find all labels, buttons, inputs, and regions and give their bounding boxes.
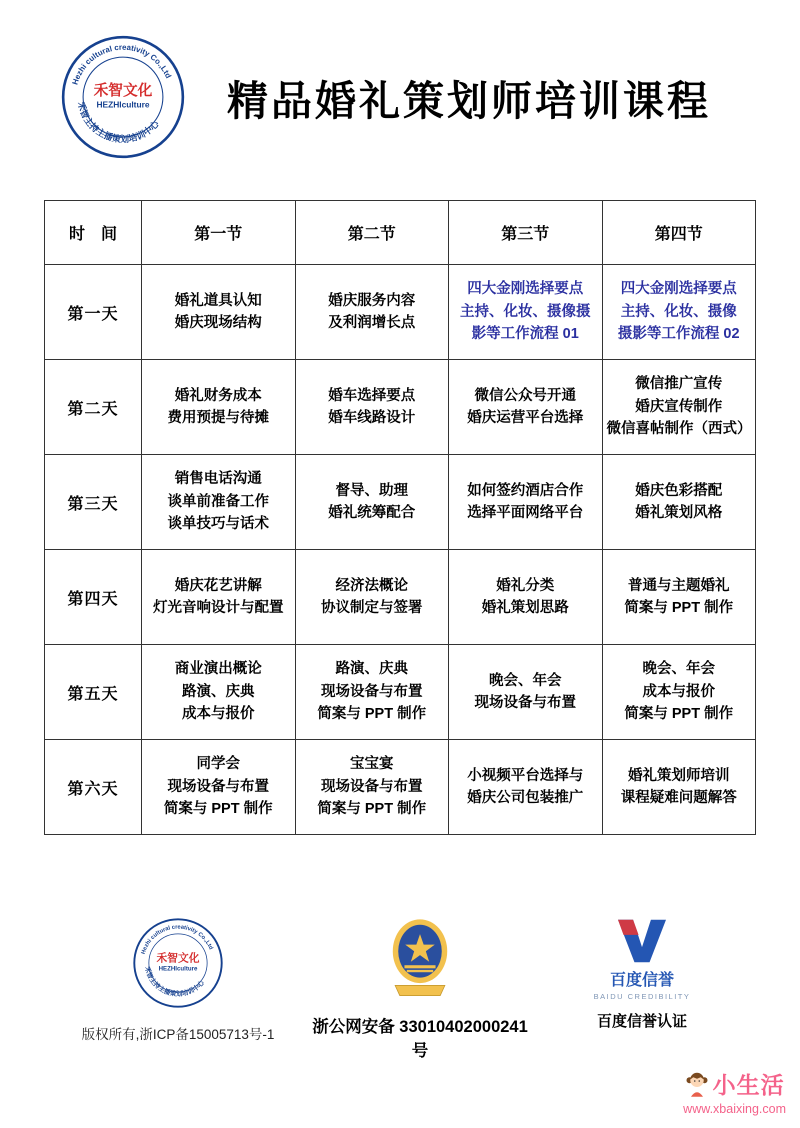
column-header: 第四节 <box>602 201 756 265</box>
column-header: 第三节 <box>449 201 603 265</box>
course-cell: 督导、助理 婚礼统筹配合 <box>295 455 449 550</box>
site-watermark <box>683 1067 786 1116</box>
course-cell: 如何签约酒店合作 选择平面网络平台 <box>449 455 603 550</box>
course-table <box>44 200 756 835</box>
day-label: 第二天 <box>45 360 142 455</box>
course-cell: 微信推广宣传 婚庆宣传制作 微信喜帖制作（西式） <box>602 360 756 455</box>
course-row <box>45 265 756 360</box>
course-cell: 小视频平台选择与 婚庆公司包装推广 <box>449 740 603 835</box>
logo-arc-text: 禾智主持主播策划培训中心 <box>143 966 206 999</box>
watermark-site-name: 小生活 <box>712 1072 785 1098</box>
course-cell: 晚会、年会 成本与报价 简案与 PPT 制作 <box>602 645 756 740</box>
course-row <box>45 360 756 455</box>
day-label: 第六天 <box>45 740 142 835</box>
course-table-body <box>45 265 756 835</box>
course-cell: 销售电话沟通 谈单前准备工作 谈单技巧与话术 <box>142 455 296 550</box>
course-row <box>45 645 756 740</box>
course-cell: 晚会、年会 现场设备与布置 <box>449 645 603 740</box>
day-label: 第五天 <box>45 645 142 740</box>
header <box>0 0 800 160</box>
baidu-certification-text: 百度信誉认证 <box>596 1013 687 1030</box>
course-cell: 同学会 现场设备与布置 简案与 PPT 制作 <box>142 740 296 835</box>
course-cell: 普通与主题婚礼 简案与 PPT 制作 <box>602 550 756 645</box>
course-cell: 婚庆色彩搭配 婚礼策划风格 <box>602 455 756 550</box>
course-cell: 婚车选择要点 婚车线路设计 <box>295 360 449 455</box>
logo-name-cn: 禾智文化 <box>156 952 200 965</box>
column-header: 时 间 <box>45 201 142 265</box>
footer-baidu-block <box>542 917 742 1031</box>
course-cell: 经济法概论 协议制定与签署 <box>295 550 449 645</box>
police-record-number: 浙公网安备 33010402000241号 <box>312 1018 528 1060</box>
kid-mascot-icon <box>685 1070 709 1098</box>
column-header: 第一节 <box>142 201 296 265</box>
course-row <box>45 455 756 550</box>
logo-arc-text: 禾智主持主播策划培训中心 <box>76 100 161 145</box>
baidu-credibility-label-cn: 百度信誉 <box>609 972 674 989</box>
course-cell: 商业演出概论 路演、庆典 成本与报价 <box>142 645 296 740</box>
day-label: 第四天 <box>45 550 142 645</box>
company-logo-small <box>132 917 224 1009</box>
logo-name-en: HEZHIculture <box>158 965 198 973</box>
course-cell: 婚礼财务成本 费用预提与待摊 <box>142 360 296 455</box>
course-cell: 婚礼分类 婚礼策划思路 <box>449 550 603 645</box>
course-cell: 婚礼策划师培训 课程疑难问题解答 <box>602 740 756 835</box>
course-cell: 路演、庆典 现场设备与布置 简案与 PPT 制作 <box>295 645 449 740</box>
footer-company-block <box>58 917 298 1043</box>
day-label: 第一天 <box>45 265 142 360</box>
baidu-credibility-icon <box>611 917 673 965</box>
course-cell: 婚庆服务内容 及利润增长点 <box>295 265 449 360</box>
company-logo <box>60 34 186 160</box>
logo-ring-text: Hezhi cultural creativity Co.,Ltd <box>140 924 214 956</box>
logo-name-en: HEZHIculture <box>96 99 150 110</box>
logo-ring-text: Hezhi cultural creativity Co.,Ltd <box>70 42 173 86</box>
course-table-head-row <box>45 201 756 265</box>
course-cell: 四大金刚选择要点 主持、化妆、摄像摄 影等工作流程 01 <box>449 265 603 360</box>
column-header: 第二节 <box>295 201 449 265</box>
course-row <box>45 550 756 645</box>
page-title: 精品婚礼策划师培训课程 <box>227 77 711 124</box>
police-badge-icon <box>381 917 459 1001</box>
day-label: 第三天 <box>45 455 142 550</box>
course-cell: 婚礼道具认知 婚庆现场结构 <box>142 265 296 360</box>
course-cell: 微信公众号开通 婚庆运营平台选择 <box>449 360 603 455</box>
course-cell: 婚庆花艺讲解 灯光音响设计与配置 <box>142 550 296 645</box>
footer-police-block <box>305 917 535 1061</box>
baidu-credibility-label-en: BAIDU CREDIBILITY <box>593 992 691 1001</box>
watermark-site-url[interactable]: www.xbaixing.com <box>683 1102 786 1116</box>
course-row <box>45 740 756 835</box>
copyright-text: 版权所有,浙ICP备15005713号-1 <box>81 1027 275 1042</box>
course-cell: 宝宝宴 现场设备与布置 简案与 PPT 制作 <box>295 740 449 835</box>
logo-name-cn: 禾智文化 <box>93 82 153 99</box>
footer <box>0 917 800 1061</box>
course-cell: 四大金刚选择要点 主持、化妆、摄像 摄影等工作流程 02 <box>602 265 756 360</box>
